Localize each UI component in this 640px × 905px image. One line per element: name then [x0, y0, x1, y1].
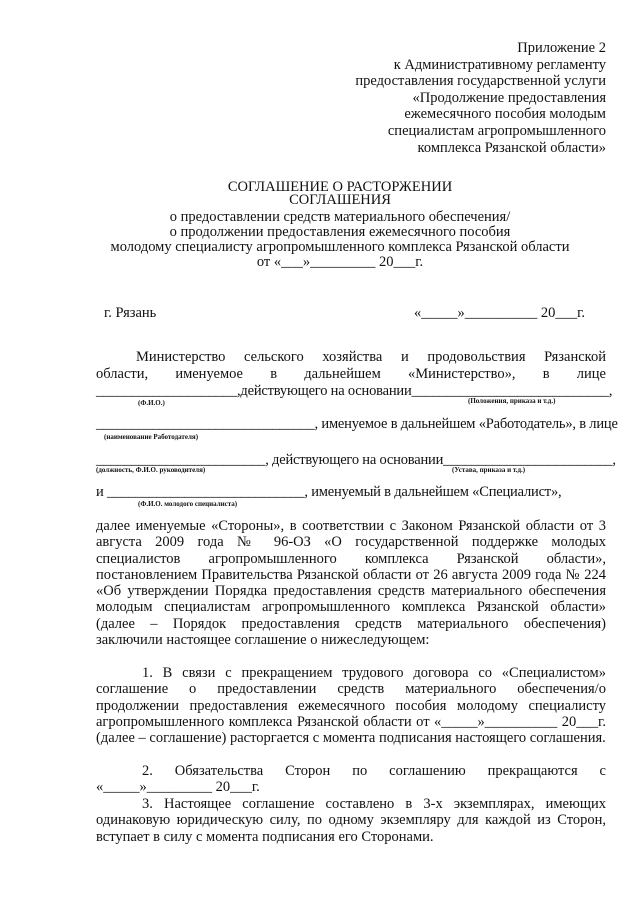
- clause-2: 2. Обязательства Сторон по соглашению прекращаются с «_____»_________ 20___г.: [96, 763, 606, 796]
- word: области,: [96, 366, 149, 382]
- doc-subtitle-line1: о предоставлении средств материального обеспечения/: [169, 209, 511, 225]
- appendix-line: ежемесячного пособия молодым: [404, 106, 606, 123]
- word: Министерство: [136, 349, 226, 365]
- place-date: «_____»__________ 20___г.: [414, 305, 586, 321]
- label-charter: (Устава, приказа и т.д.): [452, 466, 526, 474]
- ministry-row2: [96, 366, 606, 383]
- clause-1: 1. В связи с прекращением трудового договора со «Специалистом» соглашение о предоставлении средств материального обеспечения/о продолжении предоставления ежемесячного пособия молодому специалисту агропромышленного комплекса Рязанской области от «_____»__________ 20___г. (далее – соглашение) расторгается с момента подписания настоящего соглашения.: [96, 665, 606, 747]
- appendix-line: Приложение 2: [517, 40, 606, 56]
- specialist-row: и ____________________________, именуемый в дальнейшем «Специалист»,: [96, 484, 562, 500]
- word: «Министерство»,: [407, 366, 516, 382]
- word: продовольствия: [427, 349, 526, 365]
- word: и: [400, 349, 409, 365]
- doc-subtitle-date: от «___»_________ 20___г.: [256, 254, 424, 270]
- ministry-row3: ____________________,действующего на основании____________________________,: [96, 383, 613, 399]
- appendix-header: [306, 40, 606, 156]
- word: сельского: [244, 349, 304, 365]
- acting-row: ________________________, действующего на основании________________________,: [96, 452, 616, 468]
- word: дальнейшем: [304, 366, 381, 382]
- doc-subtitle-line3: молодому специалисту агропромышленного комплекса Рязанской области: [110, 239, 570, 255]
- appendix-line: предоставления государственной услуги: [355, 73, 606, 90]
- word: лице: [576, 366, 606, 382]
- appendix-line: специалистам агропромышленного: [387, 122, 606, 139]
- intro-paragraph: далее именуемые «Стороны», в соответствии с Законом Рязанской области от 3 августа 2009 года № 96-ОЗ «О государственной поддержке молодых специалистов агропромышленного комплекса Рязанской области», постановлением Правительства Рязанской области от 26 августа 2009 года № 224 «Об утверждении Порядка предоставления средств материального обеспечения молодым специалистам агропромышленного комплекса Рязанской области» (далее – Порядок предоставления средств материального обеспечения) заключили настоящее соглашение о нижеследующем:: [96, 518, 606, 649]
- employer-row: _______________________________, именуемое в дальнейшем «Работодатель», в лице: [96, 416, 618, 432]
- doc-title-line1: СОГЛАШЕНИЕ О РАСТОРЖЕНИИ: [227, 179, 453, 195]
- clause-3: 3. Настоящее соглашение составлено в 3-х экземплярах, имеющих одинаковую юридическую силу, по одному экземпляру для каждой из Сторон, вступает в силу с момента подписания его Сторонами.: [96, 796, 606, 845]
- appendix-line: «Продолжение предоставления: [412, 89, 606, 106]
- ministry-row1: [136, 349, 606, 366]
- word: в: [542, 366, 550, 382]
- label-fio: (Ф.И.О.): [138, 399, 165, 407]
- doc-title-line2: СОГЛАШЕНИЯ: [289, 192, 391, 208]
- word: именуемое: [175, 366, 243, 382]
- label-employer: (наименование Работодателя): [104, 433, 199, 441]
- appendix-line: комплекса Рязанской области»: [417, 139, 606, 156]
- word: в: [270, 366, 278, 382]
- label-position: (должность, Ф.И.О. руководителя): [96, 466, 206, 474]
- label-specialist: (Ф.И.О. молодого специалиста): [138, 500, 238, 508]
- appendix-line: к Административному регламенту: [393, 56, 606, 73]
- word: Рязанской: [544, 349, 606, 365]
- label-basis: (Положения, приказа и т.д.): [468, 397, 556, 405]
- city: г. Рязань: [104, 305, 157, 321]
- word: хозяйства: [322, 349, 383, 365]
- doc-subtitle-line2: о продолжении предоставления ежемесячного пособия: [169, 224, 511, 240]
